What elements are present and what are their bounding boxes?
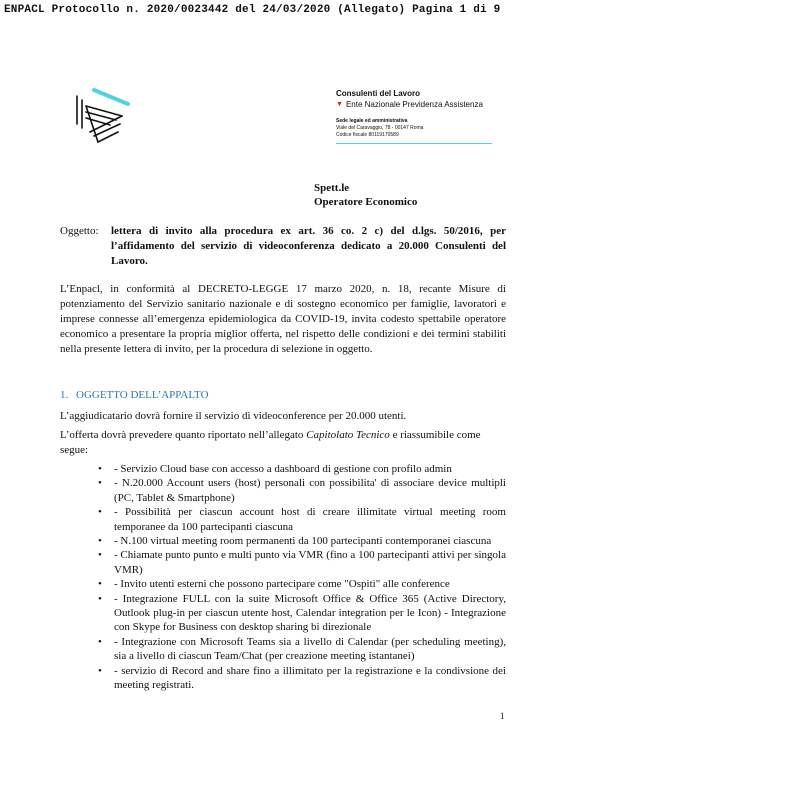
bullet: • xyxy=(98,463,102,475)
org-subtitle-text: Ente Nazionale Previdenza Assistenza xyxy=(345,100,483,109)
letterhead-divider xyxy=(336,143,492,144)
intro-paragraph: L’Enpacl, in conformità al DECRETO-LEGGE 17 marzo 2020, n. 18, recante Misure di potenziamento del Servizio sanitario nazionale e di sostegno economico per famiglie, lavoratori e imprese connesse all’emergenza epidemiologica da COVID-19, invita codesto spettabile operatore economico a presentare la propria miglior offerta, nel rispetto delle condizioni e dei termini stabiliti nella presente lettera di invito, per la procedura di selezione in oggetto. xyxy=(60,283,506,355)
section-title: OGGETTO DELL’APPALTO xyxy=(76,389,209,401)
org-name: Consulenti del Lavoro xyxy=(336,89,421,98)
address: Viale del Caravaggio, 78 - 00147 Roma xyxy=(336,125,424,131)
section-heading xyxy=(60,389,209,401)
bullet: • xyxy=(98,506,102,519)
bullet: • xyxy=(98,535,102,548)
requirements-list xyxy=(98,462,506,693)
list-item: • - Invito utenti esterni che possono partecipare come "Ospiti" alle conference xyxy=(98,578,450,591)
bullet: • xyxy=(98,578,102,591)
tax-code: Codice fiscale 80119170589 xyxy=(336,132,399,138)
list-item: • - Chiamate punto punto e multi punto via VMR (fino a 100 partecipanti attivi per singola VMR) xyxy=(98,549,506,576)
recipient xyxy=(314,181,417,209)
paragraph-2-after: e riassumibile come segue: xyxy=(60,429,481,456)
paragraph-2 xyxy=(60,428,506,458)
org-address-block xyxy=(336,118,496,139)
letterhead xyxy=(336,89,496,144)
recipient-line-1: Spett.le xyxy=(314,182,350,194)
bullet: • xyxy=(98,549,102,562)
paragraph-1: L’aggiudicatario dovrà fornire il servizio di videoconference per 20.000 utenti. xyxy=(60,410,407,422)
paragraph-2-before: L’offerta dovrà prevedere quanto riportato nell’allegato xyxy=(60,429,307,441)
subject-label: Oggetto: xyxy=(60,225,99,237)
list-item: • - N.100 virtual meeting room permanenti da 100 partecipanti contemporanei ciascuna xyxy=(98,535,492,548)
bullet: • xyxy=(98,592,102,605)
bullet: • xyxy=(98,477,102,490)
subject-text: lettera di invito alla procedura ex art. 36 co. 2 c) del d.lgs. 50/2016, per l’affidamento del servizio di videoconferenza dedicato a 20.000 Consulenti del Lavoro. xyxy=(111,225,506,267)
address-label: Sede legale ed amministrativa xyxy=(336,118,408,124)
paragraph-2-italic: Capitolato Tecnico xyxy=(306,429,390,441)
enpacl-logo xyxy=(72,86,134,148)
bullet: • xyxy=(98,635,102,648)
page-number: 1 xyxy=(500,711,505,721)
triangle-icon: ▼ xyxy=(336,101,343,108)
protocol-header: ENPACL Protocollo n. 2020/0023442 del 24/03/2020 (Allegato) Pagina 1 di 9 xyxy=(4,4,501,16)
list-item: • - Servizio Cloud base con accesso a dashboard di gestione con profilo admin xyxy=(98,463,452,475)
org-subtitle xyxy=(336,99,496,111)
list-item: • - servizio di Record and share fino a illimitato per la registrazione e la condivsione dei meeting registrati. xyxy=(98,664,506,692)
list-item: • - Possibilità per ciascun account host di creare illimitate virtual meeting room temporanee da 100 partecipanti ciascuna xyxy=(98,506,506,533)
list-item: • - Integrazione con Microsoft Teams sia a livello di Calendar (per scheduling meeting), sia a livello di ciascun Team/Chat (per creazione meeting istantanei) xyxy=(98,635,506,663)
list-item: • - N.20.000 Account users (host) personali con possibilita' di associare device multipli (PC, Tablet & Smartphone) xyxy=(98,477,506,504)
subject xyxy=(60,224,506,269)
bullet: • xyxy=(98,664,102,677)
section-number: 1. xyxy=(60,389,69,401)
list-item: • - Integrazione FULL con la suite Microsoft Office & Office 365 (Active Directory, Outlook plug-in per ciascun utente host, Calendar integration per le Icon) - Integrazione con Skype for Business con desktop sharing bi direzionale xyxy=(98,592,506,634)
recipient-line-2: Operatore Economico xyxy=(314,196,418,208)
